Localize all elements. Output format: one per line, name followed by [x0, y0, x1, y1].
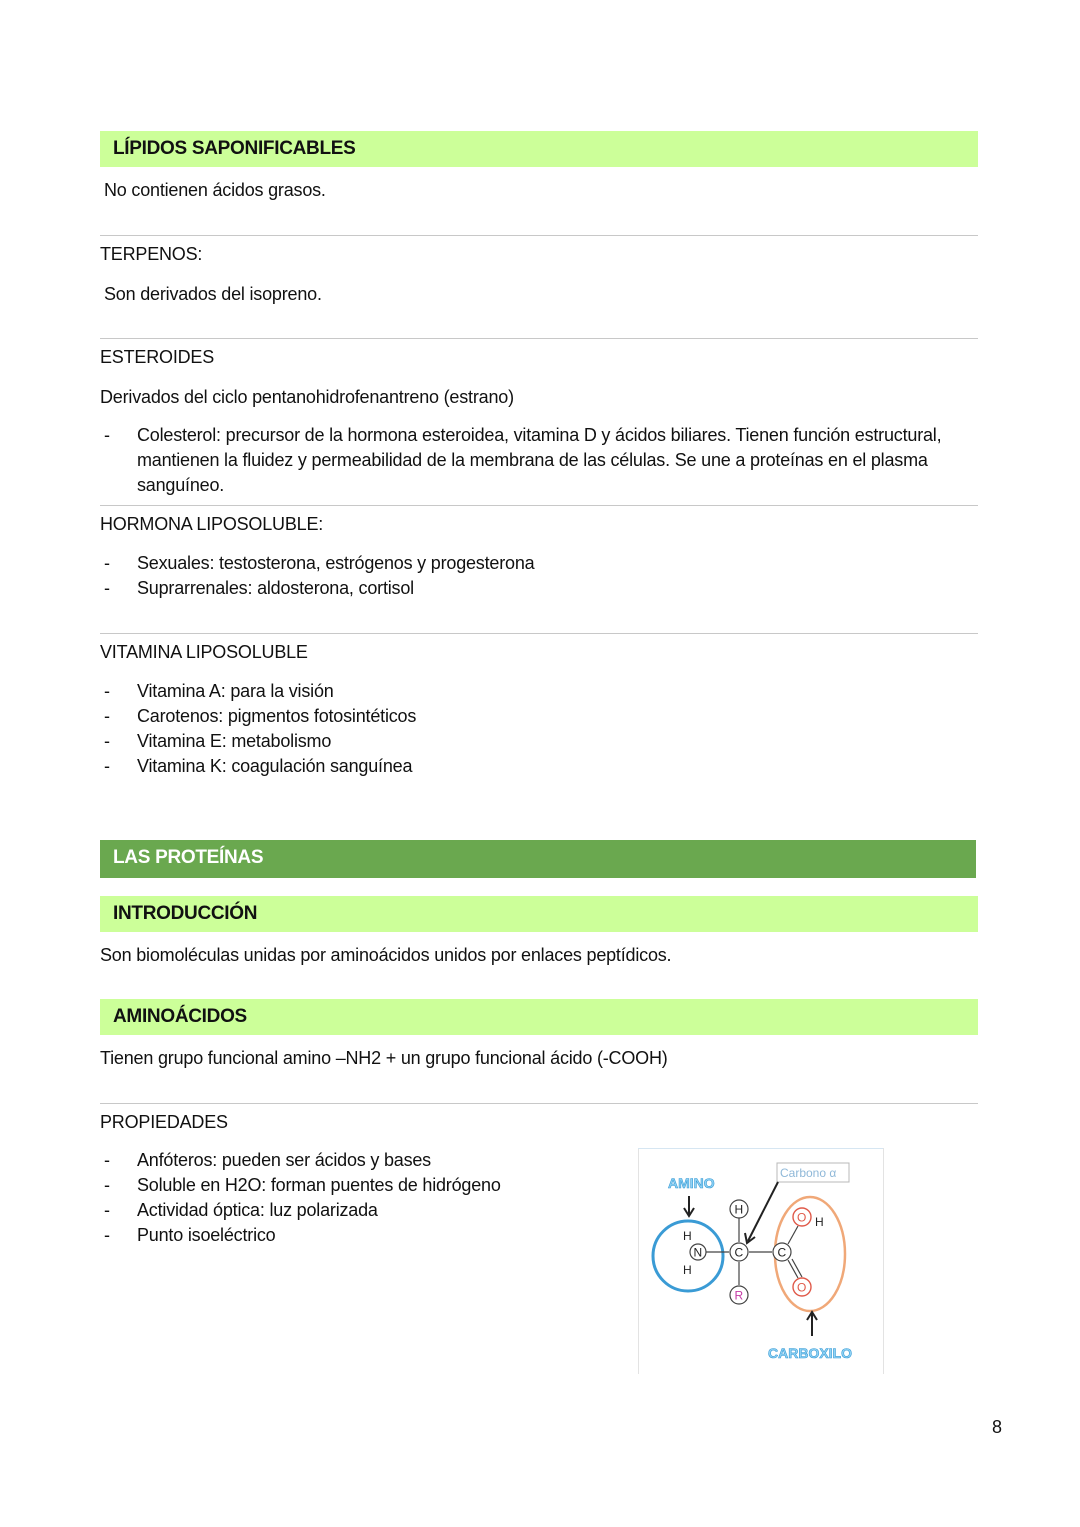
- vitamina-title: VITAMINA LIPOSOLUBLE: [100, 642, 308, 662]
- list-item-text: Anfóteros: pueden ser ácidos y bases: [137, 1150, 431, 1170]
- divider: [100, 633, 978, 634]
- divider: [100, 338, 978, 339]
- list-item-text: Vitamina K: coagulación sanguínea: [137, 756, 413, 776]
- bullet-dash: -: [104, 1200, 110, 1220]
- section-header-introduccion: [100, 896, 978, 932]
- atom-oxygen: O: [797, 1280, 807, 1295]
- propiedades-list: [100, 1148, 501, 1248]
- atom-hydrogen: H: [815, 1215, 824, 1229]
- introduccion-text: Son biomoléculas unidas por aminoácidos unidos por enlaces peptídicos.: [100, 945, 672, 965]
- hormona-list: [100, 551, 534, 601]
- section-header-proteinas: [100, 840, 976, 878]
- list-item-text: Sexuales: testosterona, estrógenos y progesterona: [137, 553, 535, 573]
- page-number: 8: [992, 1417, 1003, 1437]
- divider: [100, 1103, 978, 1104]
- bullet-dash: -: [104, 706, 110, 726]
- esteroides-list: [100, 423, 972, 498]
- carboxilo-label: CARBOXILO: [768, 1345, 852, 1361]
- carbono-arrow: [748, 1182, 778, 1241]
- list-item-text: Vitamina A: para la visión: [137, 681, 334, 701]
- bullet-dash: -: [104, 578, 110, 598]
- list-item: [100, 704, 416, 729]
- list-item-text: Colesterol: precursor de la hormona esteroidea, vitamina D y ácidos biliares. Tienen función estructural, mantienen la fluidez y permeabilidad de la membrana de las células. Se une a proteínas en el plasma sanguíneo.: [137, 425, 942, 495]
- atom-carbon-alpha: C: [734, 1245, 744, 1260]
- esteroides-title: ESTEROIDES: [100, 347, 215, 367]
- divider: [100, 235, 978, 236]
- section-title: INTRODUCCIÓN: [113, 903, 258, 924]
- bullet-dash: -: [104, 756, 110, 776]
- list-item-text: Carotenos: pigmentos fotosintéticos: [137, 706, 417, 726]
- list-item: [100, 729, 416, 754]
- bullet-dash: -: [104, 1225, 110, 1245]
- carbono-alpha-label: Carbono α: [780, 1166, 837, 1180]
- vitamina-list: [100, 679, 416, 779]
- atom-oxygen: O: [797, 1210, 807, 1225]
- list-item: [100, 1148, 501, 1173]
- list-item: [100, 754, 416, 779]
- lipidos-saponificables-text: No contienen ácidos grasos.: [104, 180, 326, 200]
- esteroides-text: Derivados del ciclo pentanohidrofenantreno (estrano): [100, 387, 514, 407]
- list-item: [100, 1173, 501, 1198]
- terpenos-title: TERPENOS:: [100, 244, 203, 264]
- atom-hydrogen: H: [734, 1202, 744, 1217]
- divider: [100, 505, 978, 506]
- list-item: [100, 423, 972, 498]
- section-title: AMINOÁCIDOS: [113, 1006, 247, 1027]
- section-title: LÍPIDOS SAPONIFICABLES: [113, 138, 356, 159]
- amino-acid-diagram: [638, 1148, 884, 1374]
- list-item: [100, 551, 534, 576]
- list-item-text: Actividad óptica: luz polarizada: [137, 1200, 378, 1220]
- list-item-text: Punto isoeléctrico: [137, 1225, 276, 1245]
- list-item: [100, 679, 416, 704]
- section-header-lipidos-saponificables: [100, 131, 978, 167]
- list-item-text: Vitamina E: metabolismo: [137, 731, 332, 751]
- amino-label: AMINO: [668, 1175, 715, 1191]
- terpenos-text: Son derivados del isopreno.: [104, 284, 322, 304]
- atom-hydrogen: H: [683, 1263, 692, 1277]
- bullet-dash: -: [104, 425, 110, 445]
- atom-r-group: R: [734, 1288, 744, 1303]
- section-title: LAS PROTEÍNAS: [113, 847, 264, 868]
- bullet-dash: -: [104, 553, 110, 573]
- bullet-dash: -: [104, 1175, 110, 1195]
- bullet-dash: -: [104, 731, 110, 751]
- section-header-aminoacidos: [100, 999, 978, 1035]
- list-item: [100, 576, 534, 601]
- bullet-dash: -: [104, 1150, 110, 1170]
- list-item: [100, 1223, 501, 1248]
- hormona-title: HORMONA LIPOSOLUBLE:: [100, 514, 324, 534]
- list-item: [100, 1198, 501, 1223]
- list-item-text: Suprarrenales: aldosterona, cortisol: [137, 578, 414, 598]
- atom-nitrogen: N: [693, 1245, 703, 1260]
- propiedades-title: PROPIEDADES: [100, 1112, 228, 1132]
- list-item-text: Soluble en H2O: forman puentes de hidrógeno: [137, 1175, 501, 1195]
- aminoacidos-text: Tienen grupo funcional amino –NH2 + un grupo funcional ácido (-COOH): [100, 1048, 668, 1068]
- bullet-dash: -: [104, 681, 110, 701]
- atom-carbon: C: [777, 1245, 787, 1260]
- atom-hydrogen: H: [683, 1229, 692, 1243]
